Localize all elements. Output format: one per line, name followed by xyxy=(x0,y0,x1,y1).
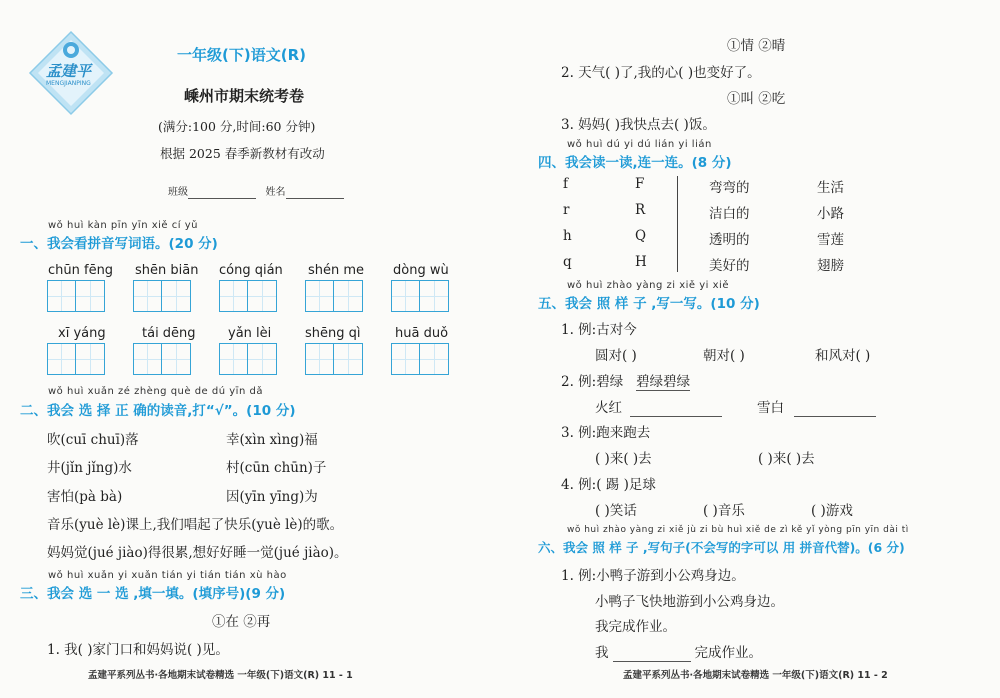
q5-ex1-blank[interactable]: 圆对( ) xyxy=(595,348,637,364)
q5-ex3-blank[interactable]: ( )来( )去 xyxy=(595,451,652,467)
q6-example-answer: 小鸭子飞快地游到小公鸡身边。 xyxy=(595,594,784,610)
q2-item[interactable]: 因(yīn yīng)为 xyxy=(226,489,318,505)
q6-answer-line[interactable] xyxy=(595,641,762,662)
q2-item[interactable]: 村(cūn chūn)子 xyxy=(226,460,327,476)
q2-item[interactable]: 吹(cuī chuī)落 xyxy=(47,432,139,448)
q2-item[interactable]: 害怕(pà bà) xyxy=(47,489,123,505)
answer-grid[interactable] xyxy=(47,280,105,312)
q1-pinyin: wǒ huì kàn pīn yīn xiě cí yǔ xyxy=(48,220,198,231)
q1-word-4: shén me xyxy=(308,263,365,278)
answer-grid[interactable] xyxy=(391,280,449,312)
q1-word-5: dòng wù xyxy=(393,263,449,278)
answer-grid[interactable] xyxy=(133,343,191,375)
answer-grid[interactable] xyxy=(305,343,363,375)
class-field xyxy=(168,183,344,199)
q4-noun[interactable]: 小路 xyxy=(817,206,844,222)
class-blank[interactable] xyxy=(188,187,256,199)
q2-item[interactable]: 音乐(yuè lè)课上,我们唱起了快乐(yuè lè)的歌。 xyxy=(47,517,344,533)
q4-lower[interactable]: r xyxy=(563,202,570,218)
q2-item[interactable]: 妈妈觉(jué jiào)得很累,想好好睡一觉(jué jiào)。 xyxy=(47,545,348,561)
q5-ex1-blank[interactable]: 朝对( ) xyxy=(703,348,745,364)
q5-ex2-label: 2. 例:碧绿 xyxy=(561,374,624,390)
q6-example: 1. 例:小鸭子游到小公鸡身边。 xyxy=(561,568,745,584)
q2-pinyin: wǒ huì xuǎn zé zhèng què de dú yīn dǎ xyxy=(48,386,263,397)
q6-fill-start: 我 xyxy=(595,645,609,661)
grade-title: 一年级(下)语文(R) xyxy=(177,46,306,64)
name-blank[interactable] xyxy=(286,187,344,199)
q3-options: ①在 ②再 xyxy=(212,614,271,630)
q1-word-8: yǎn lèi xyxy=(228,326,272,341)
q5-ex1-blank[interactable]: 和风对( ) xyxy=(815,348,871,364)
name-label: 姓名 xyxy=(265,187,286,198)
q3-options-b: ①叫 ②吃 xyxy=(727,91,786,107)
q1-word-9: shēng qì xyxy=(305,326,361,341)
q6-pinyin: wǒ huì zhào yàng zi xiě jù zi bù huì xiě de zì kě yǐ yòng pīn yīn dài tì xyxy=(567,525,909,535)
q4-adjective[interactable]: 洁白的 xyxy=(709,206,750,222)
q4-noun[interactable]: 翅膀 xyxy=(817,258,844,274)
q4-upper[interactable]: F xyxy=(635,176,645,192)
q1-word-1: chūn fēng xyxy=(48,263,114,278)
q6-title: 六、我会 照 样 子 ,写句子(不会写的字可以 用 拼音代替)。(6 分) xyxy=(538,540,905,555)
q3-title: 三、我会 选 一 选 ,填一填。(填序号)(9 分) xyxy=(20,586,286,602)
q4-noun[interactable]: 生活 xyxy=(817,180,844,196)
q1-word-6: xī yáng xyxy=(58,326,106,341)
q3-item-3[interactable]: 3. 妈妈( )我快点去( )饭。 xyxy=(561,117,716,133)
q5-ex4-blank[interactable]: ( )游戏 xyxy=(811,503,853,519)
q5-ex2-item[interactable] xyxy=(757,396,876,417)
q4-pinyin: wǒ huì dú yi dú lián yi lián xyxy=(567,139,712,150)
q4-adjective[interactable]: 弯弯的 xyxy=(709,180,750,196)
exam-title: 嵊州市期末统考卷 xyxy=(184,87,305,105)
q5-title: 五、我会 照 样 子 ,写一写。(10 分) xyxy=(538,296,760,312)
q2-item[interactable]: 井(jǐn jǐng)水 xyxy=(47,460,132,476)
q5-ex3-blank[interactable]: ( )来( )去 xyxy=(758,451,815,467)
q5-example-3: 3. 例:跑来跑去 xyxy=(561,425,651,441)
q5-example-4: 4. 例:( 踢 )足球 xyxy=(561,477,656,493)
q5-ex4-blank[interactable]: ( )笑话 xyxy=(595,503,637,519)
q5-ex2-blank[interactable] xyxy=(630,400,722,417)
q5-ex2-word: 雪白 xyxy=(757,400,784,416)
q2-title: 二、我会 选 择 正 确的读音,打“√”。(10 分) xyxy=(20,403,296,419)
class-label: 班级 xyxy=(168,187,188,198)
answer-grid[interactable] xyxy=(133,280,191,312)
q5-pinyin: wǒ huì zhào yàng zi xiě yi xiě xyxy=(567,280,729,291)
logo-subtext: MENGJIANPING xyxy=(46,80,91,87)
q4-lower[interactable]: h xyxy=(563,228,572,244)
footer-left: 孟建平系列丛书·各地期末试卷精选 一年级(下)语文(R) 11 - 1 xyxy=(88,670,353,681)
q4-lower[interactable]: f xyxy=(563,176,568,192)
q1-word-3: cóng qián xyxy=(219,263,283,278)
q5-ex2-answer: 碧绿碧绿 xyxy=(636,370,690,391)
q4-title: 四、我会读一读,连一连。(8 分) xyxy=(538,155,732,171)
q1-word-7: tái dēng xyxy=(142,326,196,341)
q4-noun[interactable]: 雪莲 xyxy=(817,232,844,248)
q4-upper[interactable]: Q xyxy=(635,228,647,244)
q5-example-2 xyxy=(561,370,690,391)
q3-item-1[interactable]: 1. 我( )家门口和妈妈说( )见。 xyxy=(47,642,229,658)
answer-grid[interactable] xyxy=(47,343,105,375)
q1-word-10: huā duǒ xyxy=(395,326,449,341)
exam-info: (满分:100 分,时间:60 分钟) xyxy=(158,119,316,134)
q4-upper[interactable]: H xyxy=(635,254,647,270)
footer-right: 孟建平系列丛书·各地期末试卷精选 一年级(下)语文(R) 11 - 2 xyxy=(623,670,888,681)
q1-title: 一、我会看拼音写词语。(20 分) xyxy=(20,236,218,252)
right-page xyxy=(505,0,1000,698)
q4-upper[interactable]: R xyxy=(635,202,646,218)
q6-fill-blank[interactable] xyxy=(613,645,691,662)
answer-grid[interactable] xyxy=(219,343,277,375)
q5-ex2-blank[interactable] xyxy=(794,400,876,417)
q6-task: 我完成作业。 xyxy=(595,619,676,635)
q5-ex4-blank[interactable]: ( )音乐 xyxy=(703,503,745,519)
q1-word-2: shēn biān xyxy=(135,263,199,278)
q6-fill-end: 完成作业。 xyxy=(694,645,762,661)
answer-grid[interactable] xyxy=(391,343,449,375)
q4-adjective[interactable]: 美好的 xyxy=(709,258,750,274)
answer-grid[interactable] xyxy=(305,280,363,312)
q4-lower[interactable]: q xyxy=(563,254,572,270)
q3-item-2[interactable]: 2. 天气( )了,我的心( )也变好了。 xyxy=(561,65,761,81)
q4-divider xyxy=(677,176,678,272)
revision-note: 根据 2025 春季新教材有改动 xyxy=(160,146,325,161)
q5-example-1: 1. 例:古对今 xyxy=(561,322,637,338)
q3-pinyin: wǒ huì xuǎn yi xuǎn tián yi tián tián xù hào xyxy=(48,570,287,581)
q3-options-a: ①情 ②晴 xyxy=(727,38,786,54)
q5-ex2-word: 火红 xyxy=(595,400,622,416)
q5-ex2-item[interactable] xyxy=(595,396,722,417)
logo-text: 孟建平 xyxy=(46,62,92,80)
answer-grid[interactable] xyxy=(219,280,277,312)
q2-item[interactable]: 幸(xìn xìng)福 xyxy=(226,432,318,448)
q4-adjective[interactable]: 透明的 xyxy=(709,232,750,248)
